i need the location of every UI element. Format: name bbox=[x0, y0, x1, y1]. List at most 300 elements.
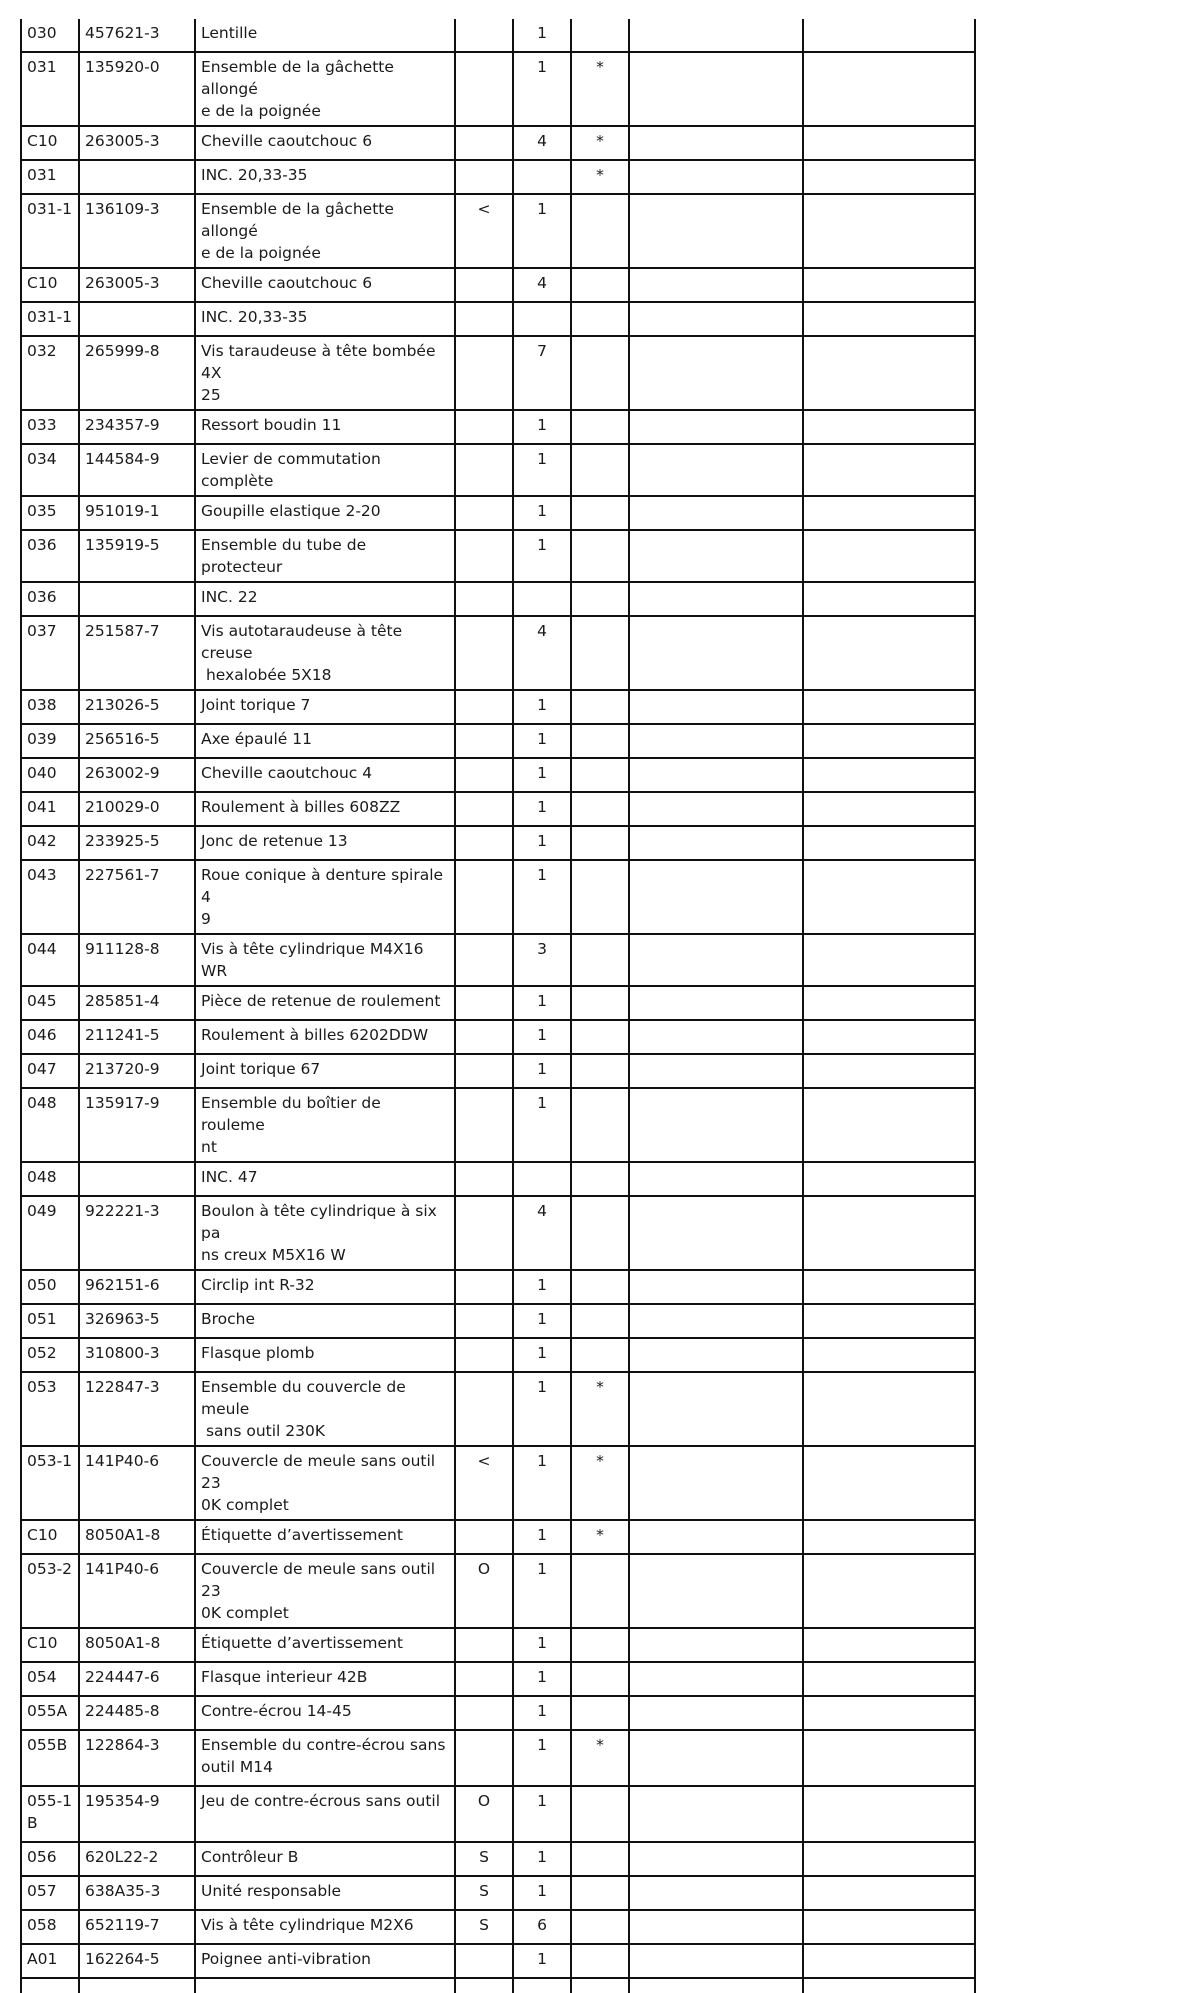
part-number-cell: 213026-5 bbox=[79, 690, 195, 724]
table-row bbox=[21, 690, 975, 724]
table-row bbox=[21, 1662, 975, 1696]
table-row bbox=[21, 1730, 975, 1786]
symbol-cell bbox=[455, 1304, 513, 1338]
empty-cell bbox=[629, 1842, 803, 1876]
quantity-cell: 3 bbox=[513, 934, 571, 986]
quantity-cell bbox=[513, 1978, 571, 1993]
note-mark-cell bbox=[571, 410, 629, 444]
part-number-cell: 922221-3 bbox=[79, 1196, 195, 1270]
parts-list-body bbox=[21, 19, 975, 1993]
symbol-cell bbox=[455, 1196, 513, 1270]
table-row bbox=[21, 1520, 975, 1554]
table-row bbox=[21, 1696, 975, 1730]
note-mark-cell bbox=[571, 302, 629, 336]
item-number-cell: 056 bbox=[21, 1842, 79, 1876]
empty-cell bbox=[803, 986, 975, 1020]
item-number-cell: C10 bbox=[21, 268, 79, 302]
quantity-cell: 1 bbox=[513, 410, 571, 444]
note-mark-cell bbox=[571, 758, 629, 792]
symbol-cell bbox=[455, 126, 513, 160]
part-number-cell: 213720-9 bbox=[79, 1054, 195, 1088]
part-number-cell: 144584-9 bbox=[79, 444, 195, 496]
empty-cell bbox=[803, 826, 975, 860]
symbol-cell bbox=[455, 444, 513, 496]
note-mark-cell bbox=[571, 1020, 629, 1054]
symbol-cell bbox=[455, 792, 513, 826]
empty-cell bbox=[803, 1662, 975, 1696]
item-number-cell: 050 bbox=[21, 1270, 79, 1304]
quantity-cell bbox=[513, 582, 571, 616]
part-number-cell: 8050A1-8 bbox=[79, 1520, 195, 1554]
description-cell: Contre-écrou 14-45 bbox=[195, 1696, 455, 1730]
part-number-cell: 136109-3 bbox=[79, 194, 195, 268]
part-number-cell: 227561-7 bbox=[79, 860, 195, 934]
table-row bbox=[21, 1020, 975, 1054]
empty-cell bbox=[803, 52, 975, 126]
note-mark-cell bbox=[571, 1628, 629, 1662]
empty-cell bbox=[803, 1270, 975, 1304]
empty-cell bbox=[803, 1020, 975, 1054]
empty-cell bbox=[803, 1520, 975, 1554]
empty-cell bbox=[629, 1304, 803, 1338]
table-row bbox=[21, 1910, 975, 1944]
symbol-cell bbox=[455, 724, 513, 758]
part-number-cell: 234357-9 bbox=[79, 410, 195, 444]
description-cell: Broche bbox=[195, 1304, 455, 1338]
description-cell: Ensemble du tube de protecteur bbox=[195, 530, 455, 582]
table-row bbox=[21, 1270, 975, 1304]
item-number-cell: 052 bbox=[21, 1338, 79, 1372]
symbol-cell: S bbox=[455, 1876, 513, 1910]
empty-cell bbox=[629, 690, 803, 724]
empty-cell bbox=[803, 336, 975, 410]
table-row bbox=[21, 986, 975, 1020]
quantity-cell bbox=[513, 302, 571, 336]
quantity-cell: 1 bbox=[513, 1372, 571, 1446]
table-row bbox=[21, 1842, 975, 1876]
part-number-cell: 652119-7 bbox=[79, 1910, 195, 1944]
table-row bbox=[21, 268, 975, 302]
note-mark-cell: * bbox=[571, 160, 629, 194]
part-number-cell: 122864-3 bbox=[79, 1730, 195, 1786]
empty-cell bbox=[629, 1696, 803, 1730]
table-row bbox=[21, 860, 975, 934]
table-row bbox=[21, 126, 975, 160]
description-cell: Ensemble du boîtier de rouleme nt bbox=[195, 1088, 455, 1162]
part-number-cell bbox=[79, 582, 195, 616]
note-mark-cell bbox=[571, 1054, 629, 1088]
table-row bbox=[21, 160, 975, 194]
table-row bbox=[21, 792, 975, 826]
table-row bbox=[21, 444, 975, 496]
quantity-cell: 1 bbox=[513, 1338, 571, 1372]
empty-cell bbox=[803, 690, 975, 724]
part-number-cell: 122847-3 bbox=[79, 1372, 195, 1446]
part-number-cell: 141P40-6 bbox=[79, 1446, 195, 1520]
item-number-cell bbox=[21, 1978, 79, 1993]
empty-cell bbox=[629, 302, 803, 336]
quantity-cell: 1 bbox=[513, 1876, 571, 1910]
empty-cell bbox=[629, 1372, 803, 1446]
empty-cell bbox=[803, 1446, 975, 1520]
empty-cell bbox=[629, 616, 803, 690]
empty-cell bbox=[629, 758, 803, 792]
symbol-cell bbox=[455, 1270, 513, 1304]
description-cell: INC. 20,33-35 bbox=[195, 302, 455, 336]
description-cell: Roue conique à denture spirale 4 9 bbox=[195, 860, 455, 934]
item-number-cell: 042 bbox=[21, 826, 79, 860]
description-cell: Ensemble de la gâchette allongé e de la poignée bbox=[195, 194, 455, 268]
symbol-cell bbox=[455, 1520, 513, 1554]
item-number-cell: 048 bbox=[21, 1162, 79, 1196]
description-cell: Roulement à billes 6202DDW bbox=[195, 1020, 455, 1054]
description-cell: Cheville caoutchouc 4 bbox=[195, 758, 455, 792]
description-cell: Ensemble du couvercle de meule sans outil 230K bbox=[195, 1372, 455, 1446]
part-number-cell bbox=[79, 302, 195, 336]
item-number-cell: 035 bbox=[21, 496, 79, 530]
empty-cell bbox=[803, 1088, 975, 1162]
description-cell: Levier de commutation complète bbox=[195, 444, 455, 496]
table-row bbox=[21, 1446, 975, 1520]
empty-cell bbox=[803, 758, 975, 792]
empty-cell bbox=[629, 1270, 803, 1304]
table-row bbox=[21, 336, 975, 410]
quantity-cell: 7 bbox=[513, 336, 571, 410]
note-mark-cell bbox=[571, 582, 629, 616]
item-number-cell: C10 bbox=[21, 1628, 79, 1662]
note-mark-cell: * bbox=[571, 52, 629, 126]
symbol-cell bbox=[455, 690, 513, 724]
item-number-cell: C10 bbox=[21, 1520, 79, 1554]
description-cell: Goupille elastique 2-20 bbox=[195, 496, 455, 530]
empty-cell bbox=[803, 1842, 975, 1876]
note-mark-cell bbox=[571, 336, 629, 410]
symbol-cell bbox=[455, 1088, 513, 1162]
note-mark-cell bbox=[571, 444, 629, 496]
note-mark-cell bbox=[571, 1304, 629, 1338]
symbol-cell: S bbox=[455, 1842, 513, 1876]
item-number-cell: 057 bbox=[21, 1876, 79, 1910]
table-row bbox=[21, 1628, 975, 1662]
note-mark-cell: * bbox=[571, 1520, 629, 1554]
empty-cell bbox=[629, 1662, 803, 1696]
item-number-cell: 036 bbox=[21, 530, 79, 582]
empty-cell bbox=[629, 1786, 803, 1842]
empty-cell bbox=[629, 126, 803, 160]
part-number-cell bbox=[79, 1978, 195, 1993]
item-number-cell: 048 bbox=[21, 1088, 79, 1162]
empty-cell bbox=[629, 1162, 803, 1196]
item-number-cell: 037 bbox=[21, 616, 79, 690]
empty-cell bbox=[629, 19, 803, 52]
part-number-cell: 951019-1 bbox=[79, 496, 195, 530]
table-row bbox=[21, 616, 975, 690]
continuation-row bbox=[21, 1978, 975, 1993]
symbol-cell bbox=[455, 986, 513, 1020]
note-mark-cell bbox=[571, 530, 629, 582]
description-cell: Axe épaulé 11 bbox=[195, 724, 455, 758]
item-number-cell: 045 bbox=[21, 986, 79, 1020]
part-number-cell: 911128-8 bbox=[79, 934, 195, 986]
empty-cell bbox=[629, 336, 803, 410]
quantity-cell: 1 bbox=[513, 1662, 571, 1696]
description-cell: INC. 22 bbox=[195, 582, 455, 616]
quantity-cell: 1 bbox=[513, 690, 571, 724]
item-number-cell: 030 bbox=[21, 19, 79, 52]
symbol-cell bbox=[455, 160, 513, 194]
item-number-cell: 036 bbox=[21, 582, 79, 616]
empty-cell bbox=[629, 582, 803, 616]
quantity-cell: 1 bbox=[513, 496, 571, 530]
empty-cell bbox=[629, 1554, 803, 1628]
part-number-cell: 285851-4 bbox=[79, 986, 195, 1020]
description-cell: Couvercle de meule sans outil 23 0K complet bbox=[195, 1446, 455, 1520]
empty-cell bbox=[629, 1876, 803, 1910]
empty-cell bbox=[803, 444, 975, 496]
item-number-cell: 032 bbox=[21, 336, 79, 410]
note-mark-cell bbox=[571, 268, 629, 302]
empty-cell bbox=[629, 194, 803, 268]
part-number-cell: 457621-3 bbox=[79, 19, 195, 52]
part-number-cell: 210029-0 bbox=[79, 792, 195, 826]
part-number-cell: 263002-9 bbox=[79, 758, 195, 792]
part-number-cell: 326963-5 bbox=[79, 1304, 195, 1338]
note-mark-cell bbox=[571, 1554, 629, 1628]
note-mark-cell bbox=[571, 792, 629, 826]
item-number-cell: 031 bbox=[21, 160, 79, 194]
description-cell: Étiquette d’avertissement bbox=[195, 1628, 455, 1662]
note-mark-cell bbox=[571, 1876, 629, 1910]
empty-cell bbox=[803, 268, 975, 302]
quantity-cell: 1 bbox=[513, 1786, 571, 1842]
note-mark-cell bbox=[571, 1842, 629, 1876]
empty-cell bbox=[803, 724, 975, 758]
note-mark-cell bbox=[571, 934, 629, 986]
table-row bbox=[21, 496, 975, 530]
item-number-cell: 031-1 bbox=[21, 194, 79, 268]
quantity-cell: 1 bbox=[513, 1304, 571, 1338]
symbol-cell bbox=[455, 860, 513, 934]
symbol-cell bbox=[455, 826, 513, 860]
empty-cell bbox=[629, 160, 803, 194]
quantity-cell: 4 bbox=[513, 268, 571, 302]
empty-cell bbox=[629, 1520, 803, 1554]
empty-cell bbox=[629, 986, 803, 1020]
part-number-cell: 224447-6 bbox=[79, 1662, 195, 1696]
table-row bbox=[21, 934, 975, 986]
note-mark-cell bbox=[571, 860, 629, 934]
description-cell: Vis à tête cylindrique M4X16 WR bbox=[195, 934, 455, 986]
table-row bbox=[21, 826, 975, 860]
empty-cell bbox=[629, 934, 803, 986]
quantity-cell: 6 bbox=[513, 1910, 571, 1944]
quantity-cell: 1 bbox=[513, 1054, 571, 1088]
empty-cell bbox=[629, 1446, 803, 1520]
empty-cell bbox=[803, 1944, 975, 1978]
note-mark-cell bbox=[571, 496, 629, 530]
symbol-cell bbox=[455, 758, 513, 792]
note-mark-cell: * bbox=[571, 1730, 629, 1786]
description-cell: Circlip int R-32 bbox=[195, 1270, 455, 1304]
empty-cell bbox=[629, 1978, 803, 1993]
note-mark-cell bbox=[571, 1162, 629, 1196]
quantity-cell: 1 bbox=[513, 1730, 571, 1786]
note-mark-cell: * bbox=[571, 1446, 629, 1520]
empty-cell bbox=[629, 1054, 803, 1088]
symbol-cell bbox=[455, 616, 513, 690]
description-cell: Vis autotaraudeuse à tête creuse hexalobée 5X18 bbox=[195, 616, 455, 690]
description-cell: Ensemble de la gâchette allongé e de la poignée bbox=[195, 52, 455, 126]
part-number-cell: 8050A1-8 bbox=[79, 1628, 195, 1662]
part-number-cell: 256516-5 bbox=[79, 724, 195, 758]
symbol-cell bbox=[455, 302, 513, 336]
table-row bbox=[21, 1162, 975, 1196]
quantity-cell: 4 bbox=[513, 126, 571, 160]
item-number-cell: 055-1 B bbox=[21, 1786, 79, 1842]
symbol-cell bbox=[455, 530, 513, 582]
symbol-cell bbox=[455, 52, 513, 126]
item-number-cell: 033 bbox=[21, 410, 79, 444]
description-cell: Ensemble du contre-écrou sans outil M14 bbox=[195, 1730, 455, 1786]
symbol-cell bbox=[455, 1978, 513, 1993]
item-number-cell: 047 bbox=[21, 1054, 79, 1088]
empty-cell bbox=[629, 52, 803, 126]
note-mark-cell bbox=[571, 1662, 629, 1696]
empty-cell bbox=[629, 826, 803, 860]
item-number-cell: C10 bbox=[21, 126, 79, 160]
empty-cell bbox=[803, 410, 975, 444]
item-number-cell: 038 bbox=[21, 690, 79, 724]
quantity-cell: 1 bbox=[513, 530, 571, 582]
quantity-cell: 1 bbox=[513, 194, 571, 268]
symbol-cell: < bbox=[455, 1446, 513, 1520]
symbol-cell: S bbox=[455, 1910, 513, 1944]
table-row bbox=[21, 1944, 975, 1978]
item-number-cell: 041 bbox=[21, 792, 79, 826]
quantity-cell: 1 bbox=[513, 19, 571, 52]
quantity-cell: 1 bbox=[513, 1842, 571, 1876]
symbol-cell bbox=[455, 934, 513, 986]
item-number-cell: 053-1 bbox=[21, 1446, 79, 1520]
note-mark-cell bbox=[571, 690, 629, 724]
part-number-cell: 620L22-2 bbox=[79, 1842, 195, 1876]
quantity-cell: 1 bbox=[513, 1554, 571, 1628]
empty-cell bbox=[629, 724, 803, 758]
table-row bbox=[21, 1786, 975, 1842]
item-number-cell: 040 bbox=[21, 758, 79, 792]
quantity-cell: 1 bbox=[513, 758, 571, 792]
empty-cell bbox=[803, 126, 975, 160]
quantity-cell: 1 bbox=[513, 1020, 571, 1054]
quantity-cell: 1 bbox=[513, 826, 571, 860]
empty-cell bbox=[803, 1628, 975, 1662]
empty-cell bbox=[629, 1020, 803, 1054]
quantity-cell: 1 bbox=[513, 724, 571, 758]
table-row bbox=[21, 1876, 975, 1910]
item-number-cell: 054 bbox=[21, 1662, 79, 1696]
part-number-cell: 962151-6 bbox=[79, 1270, 195, 1304]
description-cell: Cheville caoutchouc 6 bbox=[195, 126, 455, 160]
description-cell: Jeu de contre-écrous sans outil bbox=[195, 1786, 455, 1842]
description-cell: Étiquette d’avertissement bbox=[195, 1520, 455, 1554]
item-number-cell: 031-1 bbox=[21, 302, 79, 336]
quantity-cell: 1 bbox=[513, 1270, 571, 1304]
empty-cell bbox=[803, 1910, 975, 1944]
empty-cell bbox=[803, 1304, 975, 1338]
empty-cell bbox=[803, 194, 975, 268]
symbol-cell bbox=[455, 1730, 513, 1786]
symbol-cell bbox=[455, 1944, 513, 1978]
description-cell: Couvercle de meule sans outil 23 0K complet bbox=[195, 1554, 455, 1628]
item-number-cell: 039 bbox=[21, 724, 79, 758]
item-number-cell: 055B bbox=[21, 1730, 79, 1786]
table-row bbox=[21, 530, 975, 582]
symbol-cell: < bbox=[455, 194, 513, 268]
item-number-cell: 049 bbox=[21, 1196, 79, 1270]
item-number-cell: 053 bbox=[21, 1372, 79, 1446]
symbol-cell bbox=[455, 1338, 513, 1372]
part-number-cell: 135917-9 bbox=[79, 1088, 195, 1162]
quantity-cell: 1 bbox=[513, 792, 571, 826]
note-mark-cell bbox=[571, 194, 629, 268]
description-cell: Lentille bbox=[195, 19, 455, 52]
note-mark-cell bbox=[571, 1910, 629, 1944]
note-mark-cell: * bbox=[571, 126, 629, 160]
part-number-cell: 135920-0 bbox=[79, 52, 195, 126]
note-mark-cell bbox=[571, 1696, 629, 1730]
symbol-cell bbox=[455, 410, 513, 444]
empty-cell bbox=[803, 1054, 975, 1088]
empty-cell bbox=[803, 1696, 975, 1730]
empty-cell bbox=[803, 302, 975, 336]
empty-cell bbox=[803, 530, 975, 582]
symbol-cell: O bbox=[455, 1554, 513, 1628]
item-number-cell: 058 bbox=[21, 1910, 79, 1944]
item-number-cell: 043 bbox=[21, 860, 79, 934]
symbol-cell bbox=[455, 268, 513, 302]
note-mark-cell bbox=[571, 986, 629, 1020]
part-number-cell: 263005-3 bbox=[79, 268, 195, 302]
quantity-cell: 1 bbox=[513, 444, 571, 496]
note-mark-cell bbox=[571, 724, 629, 758]
item-number-cell: 031 bbox=[21, 52, 79, 126]
quantity-cell bbox=[513, 1162, 571, 1196]
empty-cell bbox=[629, 860, 803, 934]
symbol-cell bbox=[455, 1372, 513, 1446]
empty-cell bbox=[803, 1786, 975, 1842]
item-number-cell: A01 bbox=[21, 1944, 79, 1978]
quantity-cell: 1 bbox=[513, 1628, 571, 1662]
symbol-cell bbox=[455, 19, 513, 52]
description-cell: Joint torique 7 bbox=[195, 690, 455, 724]
symbol-cell bbox=[455, 1162, 513, 1196]
part-number-cell: 195354-9 bbox=[79, 1786, 195, 1842]
description-cell: Joint torique 67 bbox=[195, 1054, 455, 1088]
description-cell: Unité responsable bbox=[195, 1876, 455, 1910]
empty-cell bbox=[629, 1730, 803, 1786]
note-mark-cell bbox=[571, 1786, 629, 1842]
empty-cell bbox=[629, 1088, 803, 1162]
empty-cell bbox=[629, 1910, 803, 1944]
quantity-cell: 1 bbox=[513, 1944, 571, 1978]
item-number-cell: 055A bbox=[21, 1696, 79, 1730]
description-cell: Roulement à billes 608ZZ bbox=[195, 792, 455, 826]
quantity-cell: 1 bbox=[513, 1520, 571, 1554]
empty-cell bbox=[629, 268, 803, 302]
quantity-cell: 4 bbox=[513, 616, 571, 690]
parts-list-table bbox=[20, 19, 976, 1993]
item-number-cell: 053-2 bbox=[21, 1554, 79, 1628]
